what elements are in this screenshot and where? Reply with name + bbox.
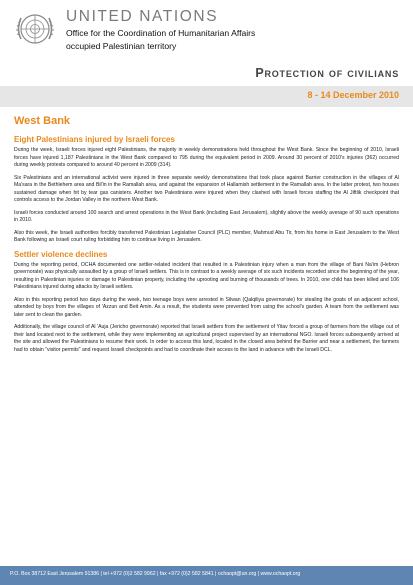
report-date: 8 - 14 December 2010 bbox=[307, 90, 399, 100]
paragraph: During the week, Israeli forces injured eight Palestinians, the majority in weekly demonstrations held throughout the West Bank. Since the beginning of 2010, Israeli forces have injured 1,187 Palestinians in the West Bank compared to 795 during the equivalent period in 2009. Around 30 percent of 2010's injuries (362) occurred during weekly protests compared to around 40 percent in 2009 (314). bbox=[14, 147, 399, 168]
paragraph: Also in this reporting period two days during the week, two teenage boys were arrested in Silwan (Qalqiliya governorate) for stealing the goats of an adjacent school, attended by boys from the villages of 'Azzun and Beit Amin. As a result, the students were prevented from using the school's garden. A team from the settlement was later sent to clean the garden. bbox=[14, 296, 399, 318]
region-title: West Bank bbox=[14, 115, 71, 127]
paragraph: Also this week, the Israeli authorities forcibly transferred Palestinian Legislative Council (PLC) member, Mahmud Abu Tir, from his home in East Jerusalem to the West Bank following an Israeli court ruling forbidding him to continue living in Jerusalem. bbox=[14, 229, 399, 243]
office-name: Office for the Coordination of Humanitarian Affairs bbox=[66, 28, 256, 38]
footer-contact: P.O. Box 38712 East Jerusalem 91386 | tel +972 (0)2 582 9962 | fax +972 (0)2 582 5841 | ochaopt@un.org | www.ochaopt.org bbox=[10, 571, 301, 577]
footer-bar bbox=[0, 566, 413, 585]
org-name: UNITED NATIONS bbox=[66, 8, 219, 25]
section-heading: Eight Palestinians injured by Israeli forces bbox=[14, 135, 175, 144]
report-body bbox=[14, 135, 399, 359]
paragraph: Israeli forces conducted around 100 search and arrest operations in the West Bank (including East Jerusalem), slightly above the weekly average of 90 such operations in 2010. bbox=[14, 209, 399, 223]
section-heading: Settler violence declines bbox=[14, 249, 108, 259]
report-title: Protection of civilians bbox=[255, 66, 399, 80]
paragraph: During the reporting period, OCHA documented one settler-related incident that resulted in a Palestinian injury when a man from the village of Bani Na'im (Hebron governorate) was physically assaulted by a group of Israeli settlers. This is in contrast to a weekly average of six such incidents recorded since the beginning of the year, resulting in Palestinian injuries or damage to Palestinian property, including the uprooting and burning of thousands of trees. In 2010, one child has been killed and 106 Palestinians injured during attacks by Israeli settlers. bbox=[14, 261, 399, 290]
document-header bbox=[0, 0, 413, 88]
office-region: occupied Palestinian territory bbox=[66, 41, 177, 51]
paragraph: Additionally, the village council of Al 'Auja (Jericho governorate) reported that Israeli settlers from the settlement of Yitav forced a group of farmers from the village out of their land located next to the settlement, while they were implementing an agricultural project supervised by an international NGO. Israeli forces subsequently arrived at the site and allowed the Palestinians to resume their work. In order to access this land, located in the closed area behind the Barrier and near a settlement, the farmers had to obtain "visitor permits" and request Israeli checkpoints and had to coordinate their access to the land in advance with the Israeli DCL. bbox=[14, 324, 399, 353]
un-emblem-icon bbox=[12, 6, 58, 52]
paragraph: Six Palestinians and an international activist were injured in three separate weekly demonstrations that took place against Barrier construction in the villages of Al Ma'sara in the Bethlehem area and Bil'in in the Ramallah area, and against the expansion of Hallamish settlement in the Ramallah area. In the latter protest, two houses sustained damage when hit by tear gas canisters. Another two Palestinians were injured when they clashed with Israeli forces staffing the Al Jiftlik checkpoint that controls access to the Jordan Valley in the northern West Bank. bbox=[14, 174, 399, 203]
date-bar bbox=[0, 86, 413, 107]
